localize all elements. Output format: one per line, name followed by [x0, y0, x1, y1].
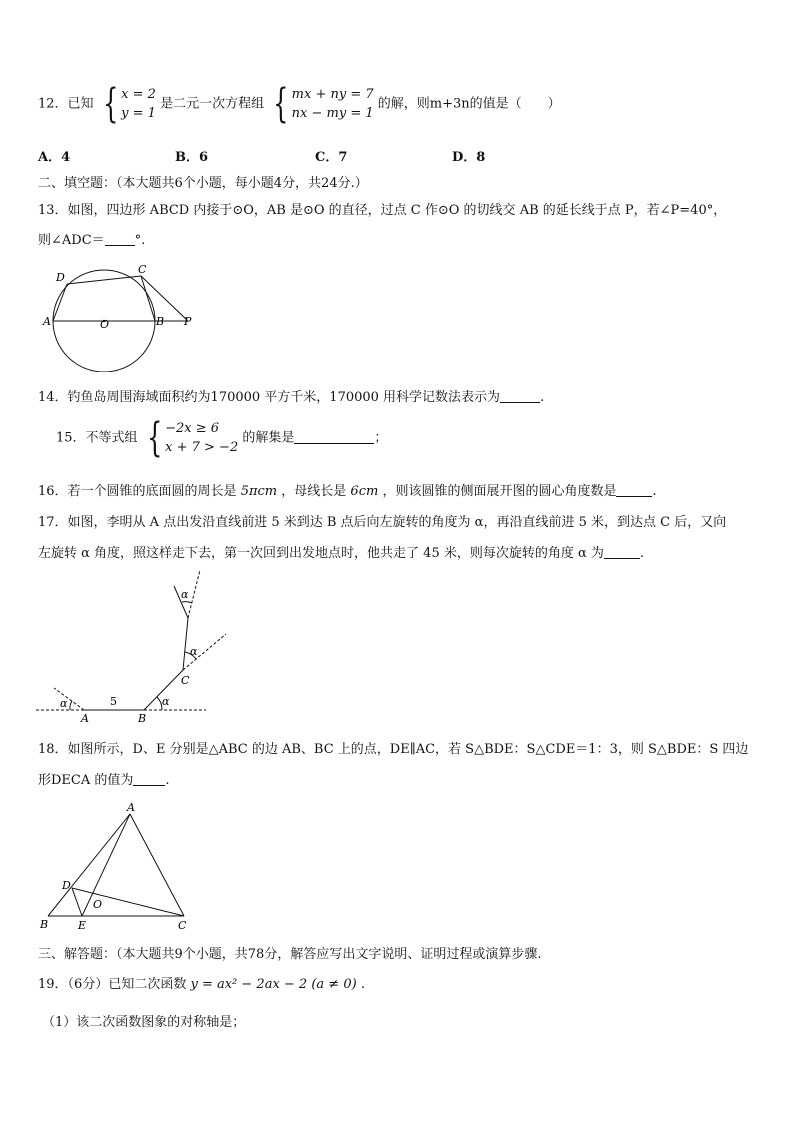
label-c: C — [181, 674, 190, 687]
q12-option-b: B．6 — [175, 150, 209, 165]
q19-formula: y = ax² − 2ax − 2 (a ≠ 0) — [190, 977, 357, 992]
left-brace-icon: { — [273, 81, 289, 127]
q12-option-d: D．8 — [452, 150, 486, 165]
q14-end: . — [540, 390, 545, 405]
label-length: 5 — [110, 695, 117, 708]
answer-blank — [500, 389, 540, 403]
q16-b: ，母线长是 — [281, 484, 347, 499]
q12-system-1 — [98, 81, 156, 127]
answer-blank — [133, 772, 165, 786]
q15-system — [142, 415, 239, 461]
label-o: O — [93, 898, 103, 911]
answer-blank — [604, 545, 640, 559]
q19-sub1: （1）该二次函数图象的对称轴是； — [42, 1015, 246, 1030]
left-brace-icon: { — [102, 81, 119, 127]
angle-arc — [182, 602, 192, 603]
q13-line1: 13．如图，四边形 ABCD 内接于⊙O，AB 是⊙O 的直径，过点 C 作⊙O 的切线交 AB 的延长线于点 P，若∠P=40°， — [38, 203, 727, 218]
q15-row2: x + 7 > −2 — [165, 440, 239, 455]
q18-line2-text: 形DECA 的值为 — [38, 773, 134, 788]
section-3-heading: 三、解答题：（本大题共9个小题，共78分，解答应写出文字说明、证明过程或演算步骤. — [38, 947, 542, 962]
section-2-heading: 二、填空题：（本大题共6个小题，每小题4分，共24分.） — [38, 176, 368, 191]
question-12 — [38, 81, 561, 127]
q12-sys1-row2: y = 1 — [121, 106, 156, 121]
q13-line2-b: °. — [134, 233, 146, 248]
q15-prefix: 15．不等式组 — [56, 430, 138, 446]
q12-sys2-row2: nx − my = 1 — [291, 106, 374, 121]
q12-sys1-row1: x = 2 — [121, 87, 156, 102]
q13-line2-a: 则∠ADC＝ — [38, 233, 105, 248]
q12-option-c: C．7 — [315, 150, 348, 165]
q14-text: 14．钓鱼岛周围海域面积约为170000 平方千米，170000 用科学记数法表示为 — [38, 390, 501, 405]
label-e: E — [78, 919, 87, 932]
q12-suffix: 的解，则m+3n的值是（ ） — [377, 96, 561, 112]
angle-arc — [70, 701, 72, 710]
segment-de — [72, 888, 82, 916]
dashed-extension — [188, 570, 200, 618]
label-alpha: α — [190, 645, 198, 658]
q12-option-a: A．4 — [38, 150, 71, 165]
label-c: C — [138, 263, 147, 276]
q16-value-1: 5πcm — [240, 484, 278, 499]
q17-figure — [36, 566, 236, 726]
side-ac — [130, 814, 184, 916]
q18-line2 — [38, 769, 170, 788]
q19-prefix: 19．（6分）已知二次函数 — [38, 977, 187, 992]
answer-blank — [294, 430, 374, 444]
q17-line2 — [38, 542, 644, 561]
q18-line1: 18．如图所示，D、E 分别是△ABC 的边 AB、BC 上的点，DE∥AC，若 S△BDE：S△CDE＝1：3，则 S△BDE：S 四边 — [38, 742, 749, 757]
question-15 — [56, 415, 388, 461]
left-brace-icon: { — [146, 415, 163, 461]
question-14 — [38, 386, 544, 405]
q16-end: . — [652, 484, 657, 499]
label-o: O — [100, 318, 110, 331]
label-b: B — [138, 712, 147, 725]
q17-line1: 17．如图，李明从 A 点出发沿直线前进 5 米到达 B 点后向左旋转的角度为 α，再沿直线前进 5 米，到达点 C 后，又向 — [38, 515, 727, 530]
label-alpha: α — [60, 697, 68, 710]
label-alpha: α — [181, 588, 189, 601]
question-16 — [38, 480, 657, 499]
label-alpha: α — [162, 695, 170, 708]
q15-end: ； — [374, 430, 388, 446]
q17-line2-text: 左旋转 α 角度，照这样走下去，第一次回到出发地点时，他共走了 45 米，则每次旋转的角度 α 为 — [38, 546, 604, 561]
segment-ad — [53, 284, 67, 321]
label-a: A — [127, 801, 135, 814]
q12-sys2-row1: mx + ny = 7 — [291, 87, 374, 102]
label-b: B — [40, 918, 49, 931]
q17-end: . — [639, 546, 645, 561]
answer-blank — [616, 483, 652, 497]
q15-row1: −2x ≥ 6 — [165, 421, 220, 436]
q12-prefix: 12．已知 — [38, 96, 94, 112]
answer-blank — [105, 232, 135, 246]
q13-line2 — [38, 229, 145, 248]
question-19 — [38, 973, 365, 992]
dashed-extension — [54, 688, 84, 710]
label-p: P — [184, 315, 192, 328]
q16-a: 16．若一个圆锥的底面圆的周长是 — [38, 484, 237, 499]
q15-mid: 的解集是 — [242, 430, 295, 446]
q19-end: . — [360, 977, 365, 992]
label-c: C — [178, 919, 187, 932]
segment-cd — [183, 618, 188, 670]
q12-mid: 是二元一次方程组 — [160, 96, 265, 112]
label-d: D — [56, 271, 65, 284]
q16-value-2: 6cm — [350, 484, 379, 499]
label-d: D — [62, 879, 71, 892]
q18-end: . — [165, 773, 170, 788]
q12-system-2 — [268, 81, 374, 127]
q13-figure — [38, 262, 198, 372]
label-a: A — [81, 712, 89, 725]
q16-c: ，则该圆锥的侧面展开图的圆心角度数是 — [382, 484, 617, 499]
label-b: B — [156, 315, 165, 328]
q18-figure — [36, 800, 196, 936]
label-a: A — [43, 315, 51, 328]
